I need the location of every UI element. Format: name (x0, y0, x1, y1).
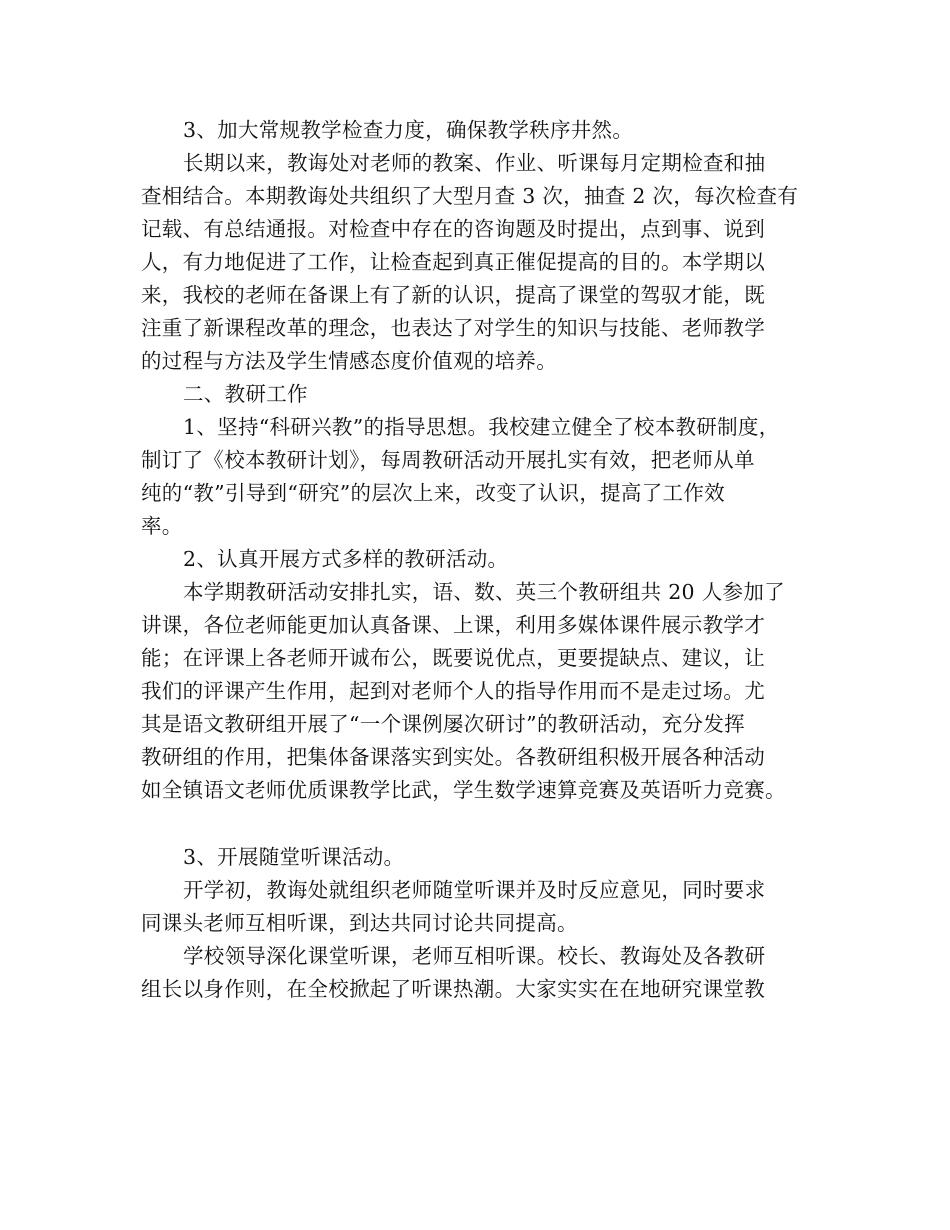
paragraph-line: 来，我校的老师在备课上有了新的认识，提高了课堂的驾驭才能，既 (141, 283, 765, 307)
paragraph-line: 能；在评课上各老师开诚布公，既要说优点，更要提缺点、建议，让 (141, 646, 765, 670)
paragraph-line: 讲课，各位老师能更加认真备课、上课，利用多媒体课件展示教学才 (141, 613, 765, 637)
paragraph-line: 2、认真开展方式多样的教研活动。 (183, 547, 509, 571)
paragraph-line: 人，有力地促进了工作，让检查起到真正催促提高的目的。本学期以 (141, 250, 765, 274)
section-heading: 二、教研工作 (183, 382, 308, 406)
paragraph-line: 组长以身作则，在全校掀起了听课热潮。大家实实在在地研究课堂教 (141, 977, 765, 1001)
paragraph-line: 其是语文教研组开展了“一个课例屡次研讨”的教研活动，充分发挥 (141, 712, 745, 736)
paragraph-line: 注重了新课程改革的理念，也表达了对学生的知识与技能、老师教学 (141, 316, 765, 340)
paragraph-line: 本学期教研活动安排扎实，语、数、英三个教研组共 20 人参加了 (183, 580, 785, 604)
paragraph-line: 记载、有总结通报。对检查中存在的咨询题及时提出，点到事、说到 (141, 217, 765, 241)
paragraph-line: 率。 (141, 514, 183, 538)
paragraph-line: 3、加大常规教学检查力度，确保教学秩序井然。 (183, 118, 634, 142)
paragraph-line: 同课头老师互相听课，到达共同讨论共同提高。 (141, 911, 578, 935)
paragraph-line: 制订了《校本教研计划》，每周教研活动开展扎实有效，把老师从单 (141, 448, 755, 472)
paragraph-line: 1、坚持“科研兴教”的指导思想。我校建立健全了校本教研制度， (183, 415, 780, 439)
paragraph-line: 教研组的作用，把集体备课落实到实处。各教研组积极开展各种活动 (141, 745, 765, 769)
paragraph-line: 学校领导深化课堂听课，老师互相听课。校长、教诲处及各教研 (183, 944, 766, 968)
paragraph-line: 开学初，教诲处就组织老师随堂听课并及时反应意见，同时要求 (183, 878, 766, 902)
paragraph-line: 查相结合。本期教诲处共组织了大型月查 3 次，抽查 2 次，每次检查有 (141, 184, 799, 208)
paragraph-line: 3、开展随堂听课活动。 (183, 845, 405, 869)
paragraph-line: 如全镇语文老师优质课教学比武，学生数学速算竞赛及英语听力竞赛。 (141, 778, 786, 802)
paragraph-line: 的过程与方法及学生情感态度价值观的培养。 (141, 349, 557, 373)
paragraph-line: 纯的“教”引导到“研究”的层次上来，改变了认识，提高了工作效 (141, 481, 725, 505)
paragraph-line: 我们的评课产生作用，起到对老师个人的指导作用而不是走过场。尤 (141, 679, 765, 703)
paragraph-line: 长期以来，教诲处对老师的教案、作业、听课每月定期检查和抽 (183, 151, 766, 175)
